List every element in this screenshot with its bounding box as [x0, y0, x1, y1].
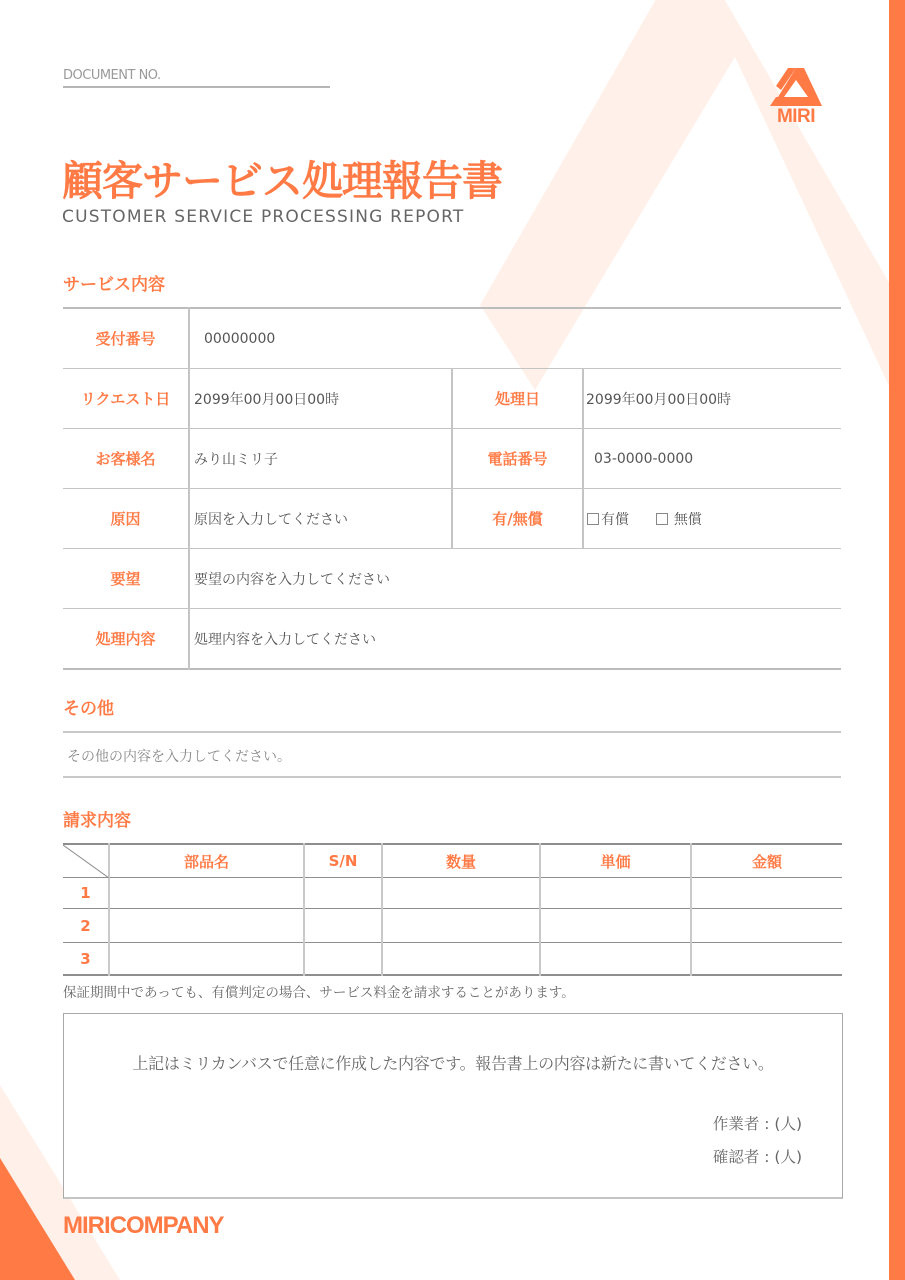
column-header-part: 部品名: [109, 844, 304, 878]
amount-cell[interactable]: [691, 909, 842, 943]
table-row: [63, 609, 841, 670]
service-table: [63, 307, 841, 670]
qty-cell[interactable]: [382, 909, 540, 943]
company-logo: [768, 68, 824, 127]
divider: [63, 776, 841, 778]
part-cell[interactable]: [109, 909, 304, 943]
request-value[interactable]: 要望の内容を入力してください: [189, 549, 841, 609]
divider: [63, 731, 841, 733]
part-cell[interactable]: [109, 943, 304, 976]
cause-label: 原因: [63, 489, 189, 549]
amount-cell[interactable]: [691, 943, 842, 976]
amount-cell[interactable]: [691, 878, 842, 909]
paid-free-options: [583, 489, 841, 549]
process-date-label: 処理日: [452, 369, 583, 429]
remarks-message: 上記はミリカンバスで任意に作成した内容です。報告書上の内容は新たに書いてください。: [132, 1054, 774, 1073]
diagonal-line-icon: [63, 845, 109, 878]
logo-text: MIRI: [776, 106, 816, 127]
row-number: 3: [63, 943, 109, 976]
column-header-qty: 数量: [382, 844, 540, 878]
document-number-label: DOCUMENT NO.: [63, 68, 161, 83]
qty-cell[interactable]: [382, 878, 540, 909]
unit-price-cell[interactable]: [540, 878, 691, 909]
diagonal-corner-cell: [63, 844, 109, 878]
cause-value[interactable]: 原因を入力してください: [189, 489, 452, 549]
table-row: [63, 549, 841, 609]
paid-checkbox[interactable]: 有償: [587, 512, 629, 528]
unit-price-cell[interactable]: [540, 909, 691, 943]
table-row: [63, 489, 841, 549]
process-date-value[interactable]: 2099年00月00日00時: [583, 369, 841, 429]
receipt-no-value[interactable]: 00000000: [189, 308, 841, 369]
column-header-amount: 金額: [691, 844, 842, 878]
row-number: 1: [63, 878, 109, 909]
table-row: [63, 429, 841, 489]
paid-free-label: 有/無償: [452, 489, 583, 549]
qty-cell[interactable]: [382, 943, 540, 976]
checkbox-icon: [587, 513, 599, 525]
request-date-value[interactable]: 2099年00月00日00時: [189, 369, 452, 429]
logo-triangle-icon: [770, 68, 822, 106]
sn-cell[interactable]: [304, 943, 382, 976]
remarks-box: [63, 1013, 843, 1199]
section-title-billing: 請求内容: [63, 811, 131, 831]
unit-price-cell[interactable]: [540, 943, 691, 976]
company-name: MIRICOMPANY: [63, 1212, 224, 1239]
request-label: 要望: [63, 549, 189, 609]
sn-cell[interactable]: [304, 878, 382, 909]
request-date-label: リクエスト日: [63, 369, 189, 429]
receipt-no-label: 受付番号: [95, 330, 156, 348]
customer-name-value[interactable]: みり山ミリ子: [189, 429, 452, 489]
table-row: [63, 369, 841, 429]
table-row: [63, 308, 841, 369]
column-header-unit-price: 単価: [540, 844, 691, 878]
table-row: [63, 909, 842, 943]
checkbox-icon: [656, 513, 668, 525]
section-title-service: サービス内容: [63, 275, 165, 295]
phone-label: 電話番号: [452, 429, 583, 489]
checker-signature[interactable]: 確認者 : (人): [712, 1148, 802, 1166]
table-header-row: [63, 844, 842, 878]
billing-note: 保証期間中であっても、有償判定の場合、サービス料金を請求することがあります。: [63, 985, 575, 1001]
sn-cell[interactable]: [304, 909, 382, 943]
worker-signature[interactable]: 作業者 : (人): [712, 1115, 802, 1133]
table-row: [63, 943, 842, 976]
page-title: 顧客サービス処理報告書: [62, 157, 502, 205]
table-row: [63, 878, 842, 909]
section-title-other: その他: [63, 699, 114, 719]
row-number: 2: [63, 909, 109, 943]
billing-table: [63, 843, 842, 976]
column-header-sn: S/N: [304, 844, 382, 878]
phone-value[interactable]: 03-0000-0000: [583, 429, 841, 489]
customer-name-label: お客様名: [63, 429, 189, 489]
other-value[interactable]: その他の内容を入力してください。: [67, 749, 291, 765]
free-checkbox[interactable]: 無償: [656, 512, 702, 528]
process-content-label: 処理内容: [63, 609, 189, 670]
process-content-value[interactable]: 処理内容を入力してください: [189, 609, 841, 670]
part-cell[interactable]: [109, 878, 304, 909]
page-subtitle: CUSTOMER SERVICE PROCESSING REPORT: [62, 207, 465, 227]
document-number-field[interactable]: [63, 68, 330, 88]
